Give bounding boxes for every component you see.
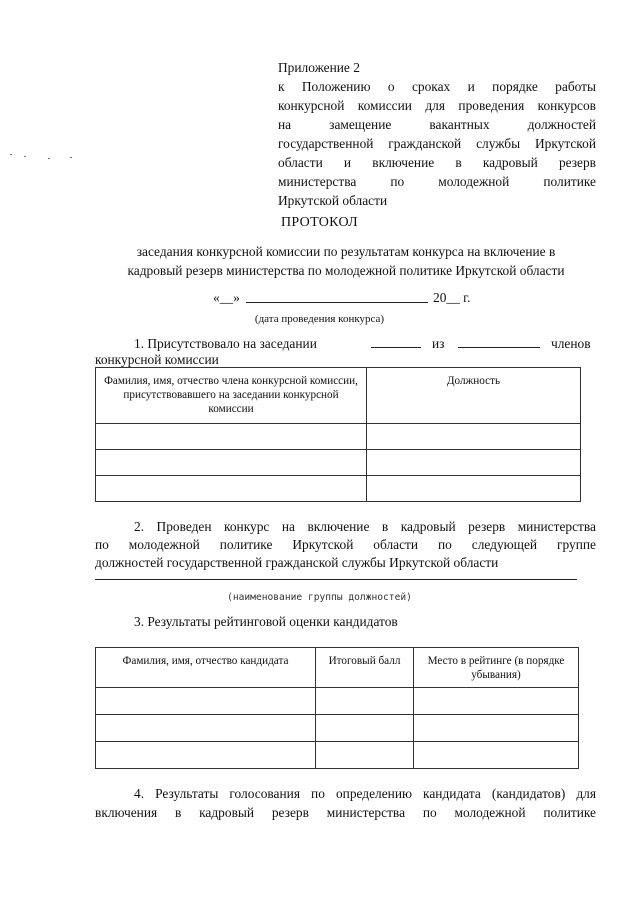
appendix-line: на замещение вакантных должностей (278, 117, 596, 132)
appendix-line: Приложение 2 (278, 60, 360, 75)
ratings-col-place-header: Место в рейтинге (в порядке убывания) (414, 648, 579, 688)
table-cell[interactable] (414, 715, 579, 742)
scan-speck (24, 156, 26, 157)
ratings-table (95, 647, 579, 769)
scan-speck (70, 157, 72, 158)
date-year (433, 288, 470, 307)
table-cell[interactable] (414, 688, 579, 715)
table-cell[interactable] (96, 424, 367, 450)
subtitle-line-2: кадровый резерв министерства по молодежной политике Иркутской области (127, 263, 565, 278)
section1-text-a: 1. Присутствовало на заседании (134, 336, 317, 351)
table-cell[interactable] (414, 742, 579, 769)
table-row (96, 742, 579, 769)
present-count-blank (371, 347, 421, 348)
date-line (213, 288, 240, 307)
section4-line-1: 4. Результаты голосования по определению кандидата (кандидатов) для (134, 786, 596, 801)
table-cell[interactable] (96, 450, 367, 476)
section2-line-2: по молодежной политике Иркутской области по следующей группе (95, 537, 596, 552)
date-open-quote: « (213, 290, 220, 305)
table-cell[interactable] (96, 476, 367, 502)
section3-heading: 3. Результаты рейтинговой оценки кандидатов (134, 614, 398, 629)
table-cell[interactable] (367, 424, 581, 450)
section2-line-3: должностей государственной гражданской службы Иркутской области (95, 555, 499, 570)
ratings-col-score-header: Итоговый балл (316, 648, 414, 688)
appendix-block (278, 58, 596, 210)
date-year-prefix: 20 (433, 290, 447, 305)
date-caption: (дата проведения конкурса) (254, 313, 385, 325)
section4-line-2: включения в кадровый резерв министерства по молодежной политике (95, 805, 596, 820)
appendix-line: к Положению о сроках и порядке работы (278, 79, 596, 94)
appendix-line: государственной гражданской службы Иркутской (278, 136, 596, 151)
position-group-blank (95, 579, 577, 580)
appendix-line: области и включение в кадровый резерв (278, 155, 596, 170)
table-row (96, 450, 581, 476)
section1-text-line2: конкурсной комиссии (95, 352, 219, 367)
section1-text-b: из (432, 336, 445, 351)
table-cell[interactable] (316, 742, 414, 769)
date-month-blank (246, 302, 428, 303)
table-row (96, 476, 581, 502)
position-group-caption: (наименование группы должностей) (227, 592, 412, 603)
ratings-col-name-header: Фамилия, имя, отчество кандидата (96, 648, 316, 688)
table-row (96, 715, 579, 742)
table-cell[interactable] (96, 715, 316, 742)
table-header-row (96, 368, 581, 424)
table-row (96, 424, 581, 450)
table-cell[interactable] (96, 688, 316, 715)
subtitle-line-1: заседания конкурсной комиссии по результатам конкурса на включение в (136, 244, 556, 259)
page-title: ПРОТОКОЛ (281, 215, 358, 230)
date-day-blank: __ (219, 290, 234, 305)
members-col-position-header: Должность (367, 368, 581, 424)
table-row (96, 688, 579, 715)
table-header-row (96, 648, 579, 688)
table-cell[interactable] (367, 476, 581, 502)
appendix-line: министерства по молодежной политике (278, 174, 596, 189)
members-col-name-header: Фамилия, имя, отчество члена конкурсной комиссии, присутствовавшего на заседании конкурсной комиссии (96, 368, 367, 424)
date-close-quote: » (233, 290, 240, 305)
total-count-blank (458, 347, 540, 348)
table-cell[interactable] (96, 742, 316, 769)
section1-text-c: членов (551, 336, 591, 351)
table-cell[interactable] (367, 450, 581, 476)
members-table (95, 367, 581, 502)
section2-line-1: 2. Проведен конкурс на включение в кадровый резерв министерства (134, 519, 596, 534)
appendix-line: Иркутской области (278, 193, 388, 208)
table-cell[interactable] (316, 715, 414, 742)
table-cell[interactable] (316, 688, 414, 715)
date-year-blank: __ (446, 290, 460, 305)
scan-speck (48, 158, 50, 159)
appendix-line: конкурсной комиссии для проведения конкурсов (278, 98, 596, 113)
date-year-suffix: г. (463, 290, 471, 305)
scan-speck (10, 154, 12, 155)
